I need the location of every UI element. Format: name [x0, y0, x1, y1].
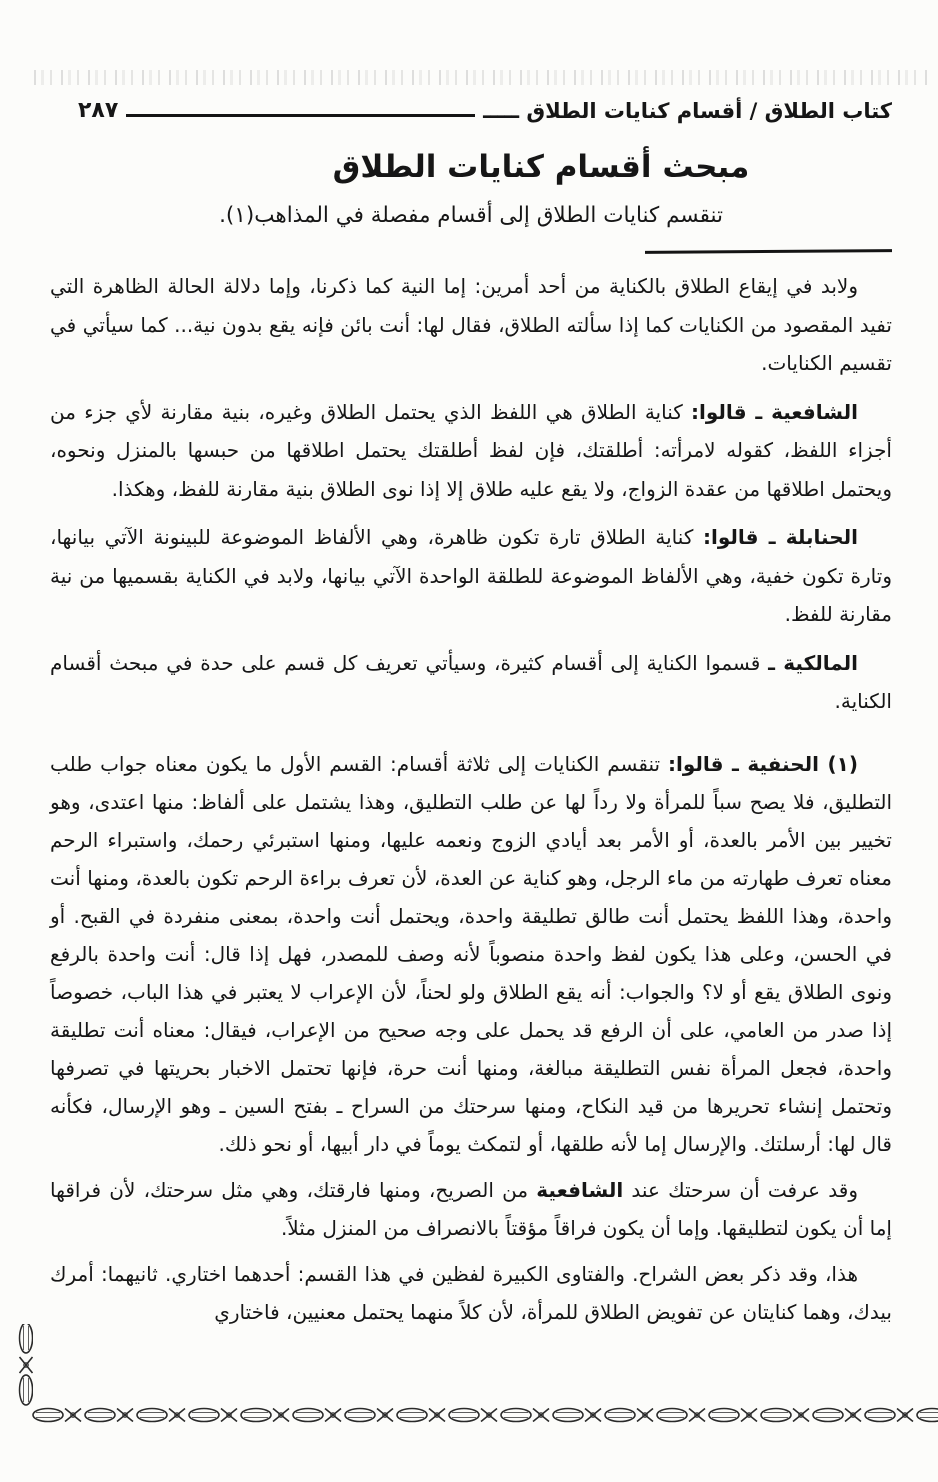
main-text — [50, 267, 892, 721]
paragraph-text: قسموا الكناية إلى أقسام كثيرة، وسيأتي تعريف كل قسم على حدة في مبحث أقسام الكناية. — [50, 650, 892, 713]
paragraph-hanbali — [50, 518, 892, 634]
page-subtitle: تنقسم كنايات الطلاق إلى أقسام مفصلة في المذاهب(١). — [219, 203, 723, 228]
footnote-text: وقد عرفت أن سرحتك عند — [623, 1177, 858, 1202]
page-title: مبحث أقسام كنايات الطلاق — [332, 149, 750, 185]
left-ornament-border — [17, 1324, 33, 1408]
running-head: كتاب الطلاق / أقسام كنايات الطلاق ـــــ — [483, 99, 892, 123]
chain-pattern-icon — [30, 1406, 938, 1424]
paragraph-text: كناية الطلاق تارة تكون ظاهرة، وهي الألفاظ الموضوعة للبينونة الآتي بيانها، وتارة تكون خفية، وهي الألفاظ الموضوعة للطلقة الواحدة الآتي بيانها، ولابد في الكناية بقسميها من نية مقارنة للفظ. — [50, 525, 892, 626]
chain-pattern-icon — [17, 1324, 33, 1408]
page-number: ٢٨٧ — [78, 98, 119, 123]
footnote-text: من الصريح، ومنها فارقتك، وهي مثل سرحتك، لأن فراقها إما أن يكون لتطليقها. وإما أن يكون فراقاً مؤقتاً بالانصراف من المنزل مثلاً. — [50, 1177, 892, 1240]
paragraph-shafii — [50, 393, 892, 509]
header-rule — [126, 114, 475, 117]
footnote-paragraph-3 — [50, 1255, 892, 1331]
paragraph-text: ولابد في إيقاع الطلاق بالكناية من أحد أمرين: إما النية كما ذكرنا، وإما دلالة الحالة الظاهرة التي تفيد المقصود من الكنايات كما إذا سألته الطلاق، فقال لها: أنت بائن فإنه يقع بدون نية... كما سيأتي في تقسيم الكنايات. — [50, 274, 892, 375]
footnote-text: هذا، وقد ذكر بعض الشراح. والفتاوى الكبيرة لفظين في هذا القسم: أحدهما اختاري. ثانيهما: أمرك بيدك، وهما كنايتان عن تفويض الطلاق للمرأة، لأن كلاً منهما يحتمل معنيين، فاختاري — [50, 1261, 892, 1324]
paragraph-intro — [50, 267, 892, 383]
paragraph-text: كناية الطلاق هي اللفظ الذي يحتمل الطلاق وغيره، بنية مقارنة لأي جزء من أجزاء اللفظ، كقوله لامرأته: أطلقتك، فإن لفظ أطلقتك يحتمل اطلاقها من حبسها بالمنزل ونحوه، ويحتمل اطلاقها من عقدة الزواج، ولا يقع عليه طلاق إلا إذا نوى الطلاق بنية مقارنة للفظ، وهكذا. — [50, 399, 892, 501]
madhhab-lead-maliki: المالكية ـ — [768, 650, 859, 675]
madhhab-lead-shafii: الشافعية ـ قالوا: — [691, 399, 858, 424]
top-ornament-band — [34, 70, 930, 85]
footnote-bold-shafii: الشافعية — [536, 1177, 624, 1202]
bottom-ornament-border — [30, 1406, 938, 1424]
footnote-marker-lead: (١) الحنفية ـ قالوا: — [668, 751, 858, 776]
footnote-text: تنقسم الكنايات إلى ثلاثة أقسام: القسم الأول ما يكون معناه جواب طلب التطليق، فلا يصح سباً للمرأة ولا رداً لها عن طلب التطليق، وهذا يشتمل على ألفاظ: منها اعتدى، وهو تخيير بين الأمر بالعدة، أو الأمر بعد أيادي الزوج ونعمه عليها، ومنها استبرئي رحمك، واستبراء الرحم معناه تعرف طهارته من ماء الرجل، وهو كناية عن العدة، لأن تعرف براءة الرحم تكون بالعدة، ومنها أنت واحدة، وهذا اللفظ يحتمل أنت طالق تطليقة واحدة، ويحتمل أنت واحدة، بمعنى منفردة في القبح. أو في الحسن، وعلى هذا يكون لفظ واحدة منصوباً لأنه وصف للمصدر، فهل إذا قال: أنت واحدة بالرفع ونوى الطلاق يقع أو لا؟ والجواب: أنه يقع الطلاق ولو لحناً، لأن الإعراب لا يعتبر في هذا الباب، خصوصاً إذا صدر من العامي، على أن الرفع قد يحمل على وجه صحيح من الإعراب، فيقال: معناه أنت تطليقة واحدة، فجعل المرأة نفس التطليقة مبالغة، ومنها أنت حرة، فإنها تحتمل الاخبار بحريتها في تصرفها وتحتمل إنشاء تحريرها من قيد النكاح، ومنها سرحتك من السراح ـ بفتح السين ـ وهو الإرسال، فكأنه قال لها: أرسلتك. والإرسال إما لأنه طلقها، أو لتمكث يوماً في دار أبيها، أو نحو ذلك. — [50, 751, 892, 1156]
footnote-section — [50, 745, 892, 1331]
madhhab-lead-hanbali: الحنابلة ـ قالوا: — [702, 525, 859, 549]
page-content — [0, 98, 938, 1331]
page-header — [50, 98, 892, 123]
footnote-paragraph-hanafi — [50, 745, 892, 1163]
footnote-paragraph-2 — [50, 1171, 892, 1247]
paragraph-maliki — [50, 644, 892, 721]
separator-rule — [645, 249, 892, 254]
